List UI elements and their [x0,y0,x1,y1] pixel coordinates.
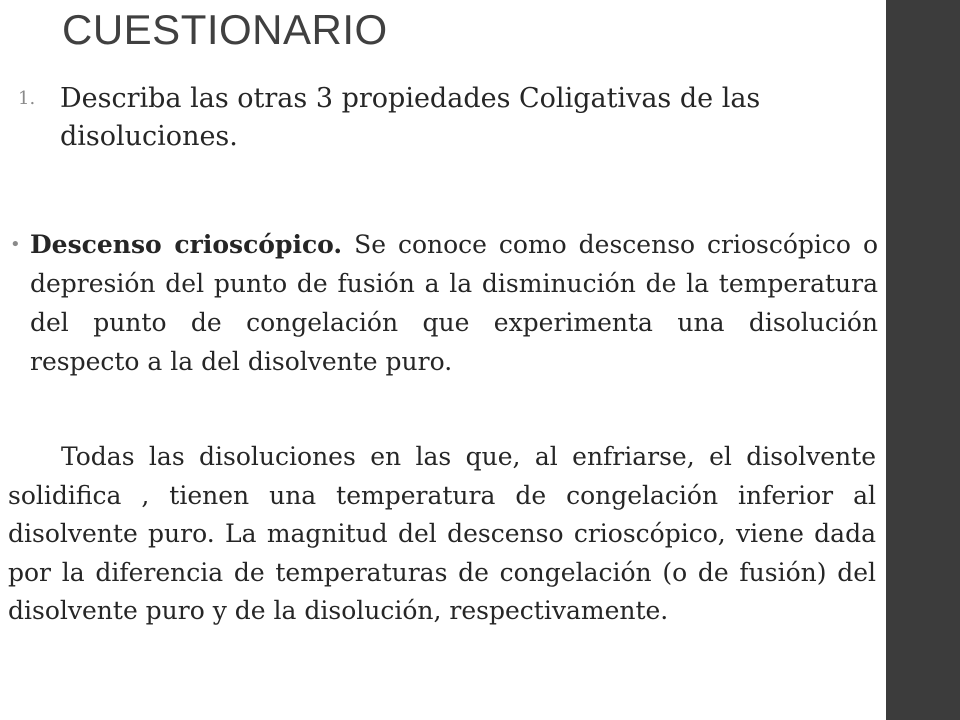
question-text: Describa las otras 3 propiedades Coligativas de las disoluciones. [60,83,761,152]
question-item [18,80,858,156]
slide-title: CUESTIONARIO [62,6,388,53]
bullet-term: Descenso crioscópico. [30,230,343,259]
bullet-text-block [30,225,878,381]
question-number: 1. [18,88,36,109]
bullet-text: Se conoce como descenso crioscópico o depresión del punto de fusión a la disminución de la temperatura del punto de congelación que experimenta una disolución respecto a la del disolvente puro. [30,230,878,376]
sidebar-decoration [886,0,960,720]
body-paragraph: Todas las disoluciones en las que, al enfriarse, el disolvente solidifica , tienen una temperatura de congelación inferior al disolvente puro. La magnitud del descenso crioscópico, viene dada por la diferencia de temperaturas de congelación (o de fusión) del disolvente puro y de la disolución, respectivamente. [8,442,876,625]
bullet-item [10,225,878,381]
bullet-dot-icon: • [10,234,21,255]
